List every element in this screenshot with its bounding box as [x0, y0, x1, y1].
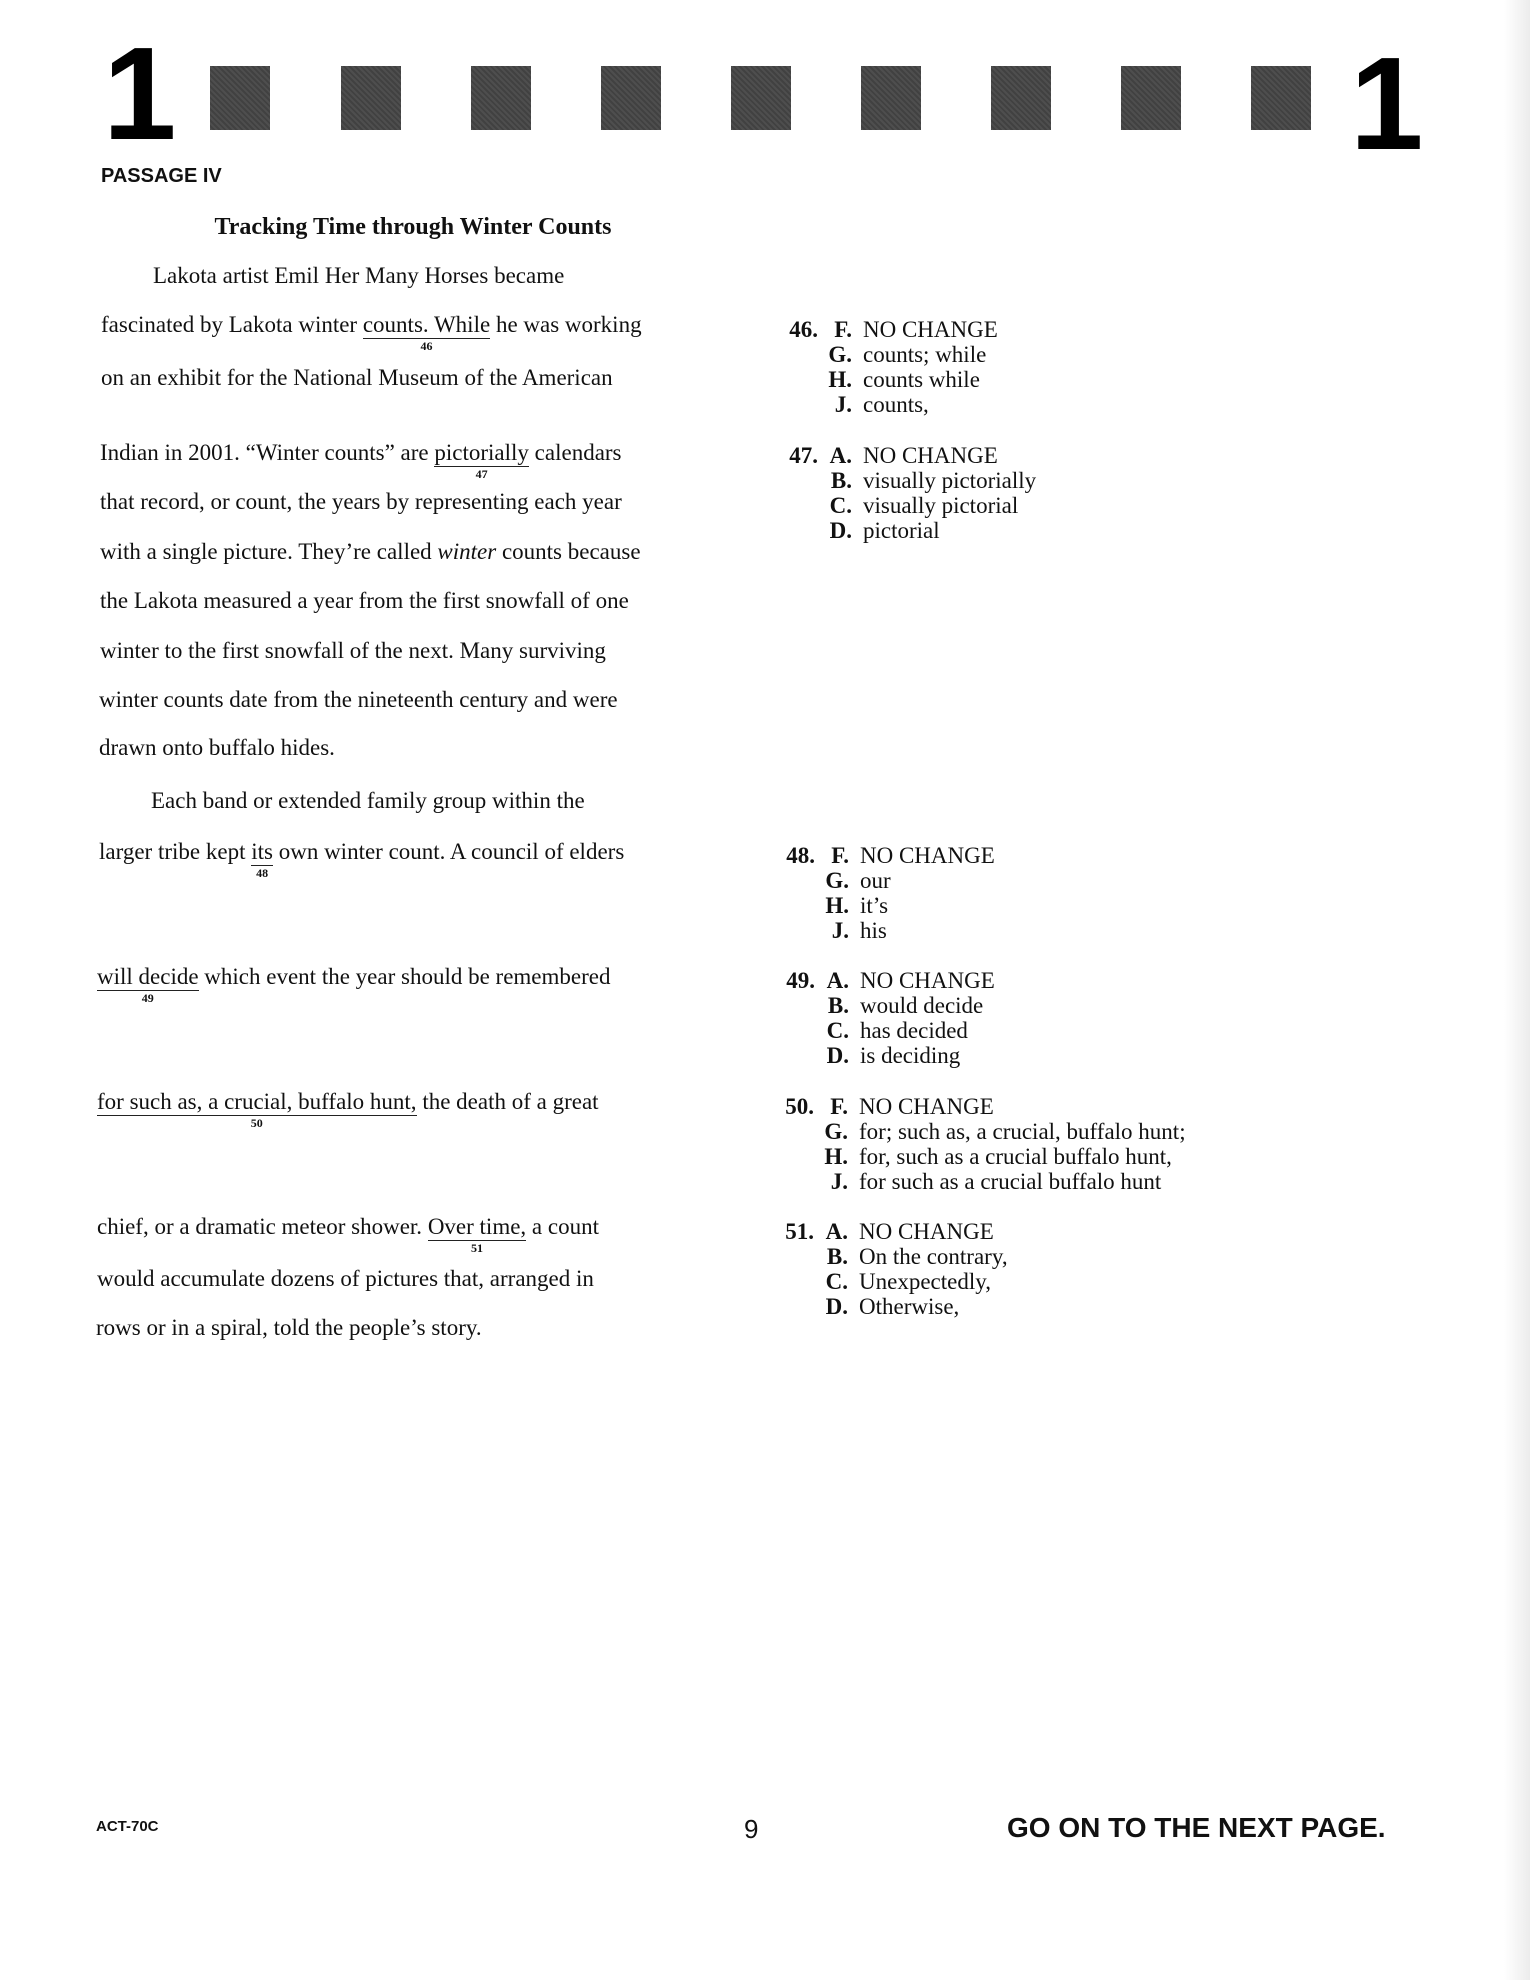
page-number: 9: [744, 1814, 759, 1844]
passage-title: Tracking Time through Winter Counts: [214, 214, 612, 240]
option-text[interactable]: counts,: [863, 392, 929, 417]
option-letter[interactable]: A.: [829, 443, 852, 468]
option-text[interactable]: for; such as, a crucial, buffalo hunt;: [859, 1119, 1186, 1144]
question-49: [777, 968, 995, 1068]
underlined-text: for such as, a crucial, buffalo hunt,: [97, 1089, 417, 1114]
passage-line: on an exhibit for the National Museum of the American: [101, 365, 613, 390]
passage-text: counts because: [496, 539, 641, 564]
question-number: 51.: [785, 1219, 814, 1244]
question-marker-51: 51: [470, 1241, 483, 1256]
underlined-portion-51[interactable]: [427, 1214, 527, 1256]
underlined-text: counts. While: [362, 312, 491, 337]
passage-text: own winter count. A council of elders: [272, 839, 625, 864]
question-48: [777, 843, 995, 943]
question-50: [776, 1094, 1186, 1194]
header-block: [991, 66, 1051, 130]
option-letter[interactable]: A.: [825, 1219, 848, 1244]
header-block: [1251, 66, 1311, 130]
option-letter[interactable]: C.: [826, 1018, 849, 1043]
option-letter[interactable]: G.: [825, 868, 849, 893]
question-marker-47: 47: [475, 467, 488, 482]
option-letter[interactable]: B.: [827, 993, 849, 1018]
passage-line: [101, 311, 642, 354]
underlined-portion-48[interactable]: [251, 839, 273, 881]
passage-line: Each band or extended family group within the: [151, 788, 585, 813]
page-edge-shadow: [1504, 0, 1530, 1980]
question-number: 50.: [785, 1094, 814, 1119]
option-text[interactable]: pictorial: [863, 518, 940, 543]
question-marker-46: 46: [420, 339, 433, 354]
option-text[interactable]: for such as a crucial buffalo hunt: [859, 1169, 1162, 1194]
passage-line: drawn onto buffalo hides.: [99, 735, 335, 760]
section-number-right: 1: [1350, 30, 1424, 177]
passage-text: which event the year should be remembered: [198, 964, 611, 989]
underlined-text: will decide: [97, 964, 199, 989]
option-letter[interactable]: G.: [824, 1119, 848, 1144]
passage-line: winter counts date from the nineteenth century and were: [99, 687, 618, 712]
option-letter[interactable]: H.: [825, 893, 849, 918]
underlined-portion-46[interactable]: [362, 312, 491, 354]
option-text[interactable]: NO CHANGE: [860, 968, 995, 993]
option-text[interactable]: for, such as a crucial buffalo hunt,: [859, 1144, 1172, 1169]
option-text[interactable]: would decide: [860, 993, 984, 1018]
underlined-portion-50[interactable]: [97, 1089, 417, 1131]
question-47: [780, 443, 1036, 543]
option-text[interactable]: Unexpectedly,: [859, 1269, 991, 1294]
option-letter[interactable]: D.: [825, 1294, 848, 1319]
passage-line: the Lakota measured a year from the first snowfall of one: [100, 588, 629, 613]
option-letter[interactable]: G.: [828, 342, 852, 367]
option-text[interactable]: his: [860, 918, 887, 943]
question-number: 49.: [786, 968, 815, 993]
passage-text: fascinated by Lakota winter: [101, 312, 363, 337]
passage-text: the death of a great: [416, 1089, 599, 1114]
option-text[interactable]: NO CHANGE: [863, 443, 998, 468]
passage-line: [97, 1088, 599, 1131]
passage-label: PASSAGE IV: [101, 165, 222, 187]
header-block: [1121, 66, 1181, 130]
test-code: ACT-70C: [96, 1818, 159, 1835]
underlined-text: its: [251, 839, 273, 864]
option-letter[interactable]: D.: [826, 1043, 849, 1068]
passage-line: [97, 1213, 599, 1256]
question-marker-48: 48: [256, 866, 269, 881]
header-block: [861, 66, 921, 130]
option-text[interactable]: is deciding: [860, 1043, 961, 1068]
underlined-text: pictorially: [434, 440, 529, 465]
header-block: [341, 66, 401, 130]
option-letter[interactable]: B.: [826, 1244, 848, 1269]
italic-word: winter: [437, 539, 497, 564]
question-marker-49: 49: [141, 991, 154, 1006]
option-letter[interactable]: A.: [826, 968, 849, 993]
option-letter[interactable]: H.: [824, 1144, 848, 1169]
option-text[interactable]: Otherwise,: [859, 1294, 960, 1319]
passage-line: [100, 538, 641, 566]
passage-text: calendars: [528, 440, 622, 465]
passage-text: Indian in 2001. “Winter counts” are: [100, 440, 435, 465]
header-block: [210, 66, 270, 130]
header-block: [601, 66, 661, 130]
passage-line: winter to the first snowfall of the next. Many surviving: [100, 638, 606, 663]
passage-line: would accumulate dozens of pictures that, arranged in: [97, 1266, 594, 1291]
option-text[interactable]: has decided: [860, 1018, 968, 1043]
option-letter[interactable]: H.: [828, 367, 852, 392]
option-letter[interactable]: J.: [834, 392, 852, 417]
passage-line: [100, 439, 622, 482]
option-letter[interactable]: B.: [830, 468, 852, 493]
option-letter[interactable]: J.: [830, 1169, 848, 1194]
passage-text: larger tribe kept: [99, 839, 252, 864]
passage-text: chief, or a dramatic meteor shower.: [97, 1214, 428, 1239]
passage-text: he was working: [490, 312, 642, 337]
option-text[interactable]: NO CHANGE: [860, 843, 995, 868]
passage-line: [97, 963, 611, 1006]
question-number: 46.: [789, 317, 818, 342]
option-text[interactable]: NO CHANGE: [859, 1219, 994, 1244]
option-text[interactable]: visually pictorially: [863, 468, 1037, 493]
passage-text: a count: [526, 1214, 599, 1239]
option-letter[interactable]: J.: [831, 918, 849, 943]
question-number: 47.: [789, 443, 818, 468]
option-letter[interactable]: F.: [831, 843, 849, 868]
option-letter[interactable]: F.: [834, 317, 852, 342]
passage-line: that record, or count, the years by representing each year: [100, 489, 622, 514]
option-text[interactable]: counts; while: [863, 342, 987, 367]
header-block: [471, 66, 531, 130]
option-letter[interactable]: C.: [829, 493, 852, 518]
section-number-left: 1: [103, 20, 177, 167]
option-text[interactable]: On the contrary,: [859, 1244, 1008, 1269]
question-46: [780, 317, 998, 417]
option-text[interactable]: NO CHANGE: [859, 1094, 994, 1119]
option-text[interactable]: it’s: [860, 893, 889, 918]
underlined-portion-47[interactable]: [434, 440, 529, 482]
question-number: 48.: [786, 843, 815, 868]
passage-line: [99, 838, 625, 881]
question-marker-50: 50: [250, 1116, 263, 1131]
passage-text: with a single picture. They’re called: [100, 539, 438, 564]
question-51: [776, 1219, 1008, 1319]
next-page-instruction: GO ON TO THE NEXT PAGE.: [1007, 1812, 1386, 1843]
option-letter[interactable]: C.: [825, 1269, 848, 1294]
header-block: [731, 66, 791, 130]
passage-line: Lakota artist Emil Her Many Horses became: [153, 263, 565, 288]
passage-line: rows or in a spiral, told the people’s story.: [96, 1315, 482, 1340]
option-text[interactable]: our: [860, 868, 891, 893]
underlined-text: Over time,: [427, 1214, 527, 1239]
underlined-portion-49[interactable]: [97, 964, 199, 1006]
option-text[interactable]: counts while: [863, 367, 980, 392]
option-text[interactable]: NO CHANGE: [863, 317, 998, 342]
option-text[interactable]: visually pictorial: [863, 493, 1019, 518]
option-letter[interactable]: F.: [830, 1094, 848, 1119]
option-letter[interactable]: D.: [829, 518, 852, 543]
